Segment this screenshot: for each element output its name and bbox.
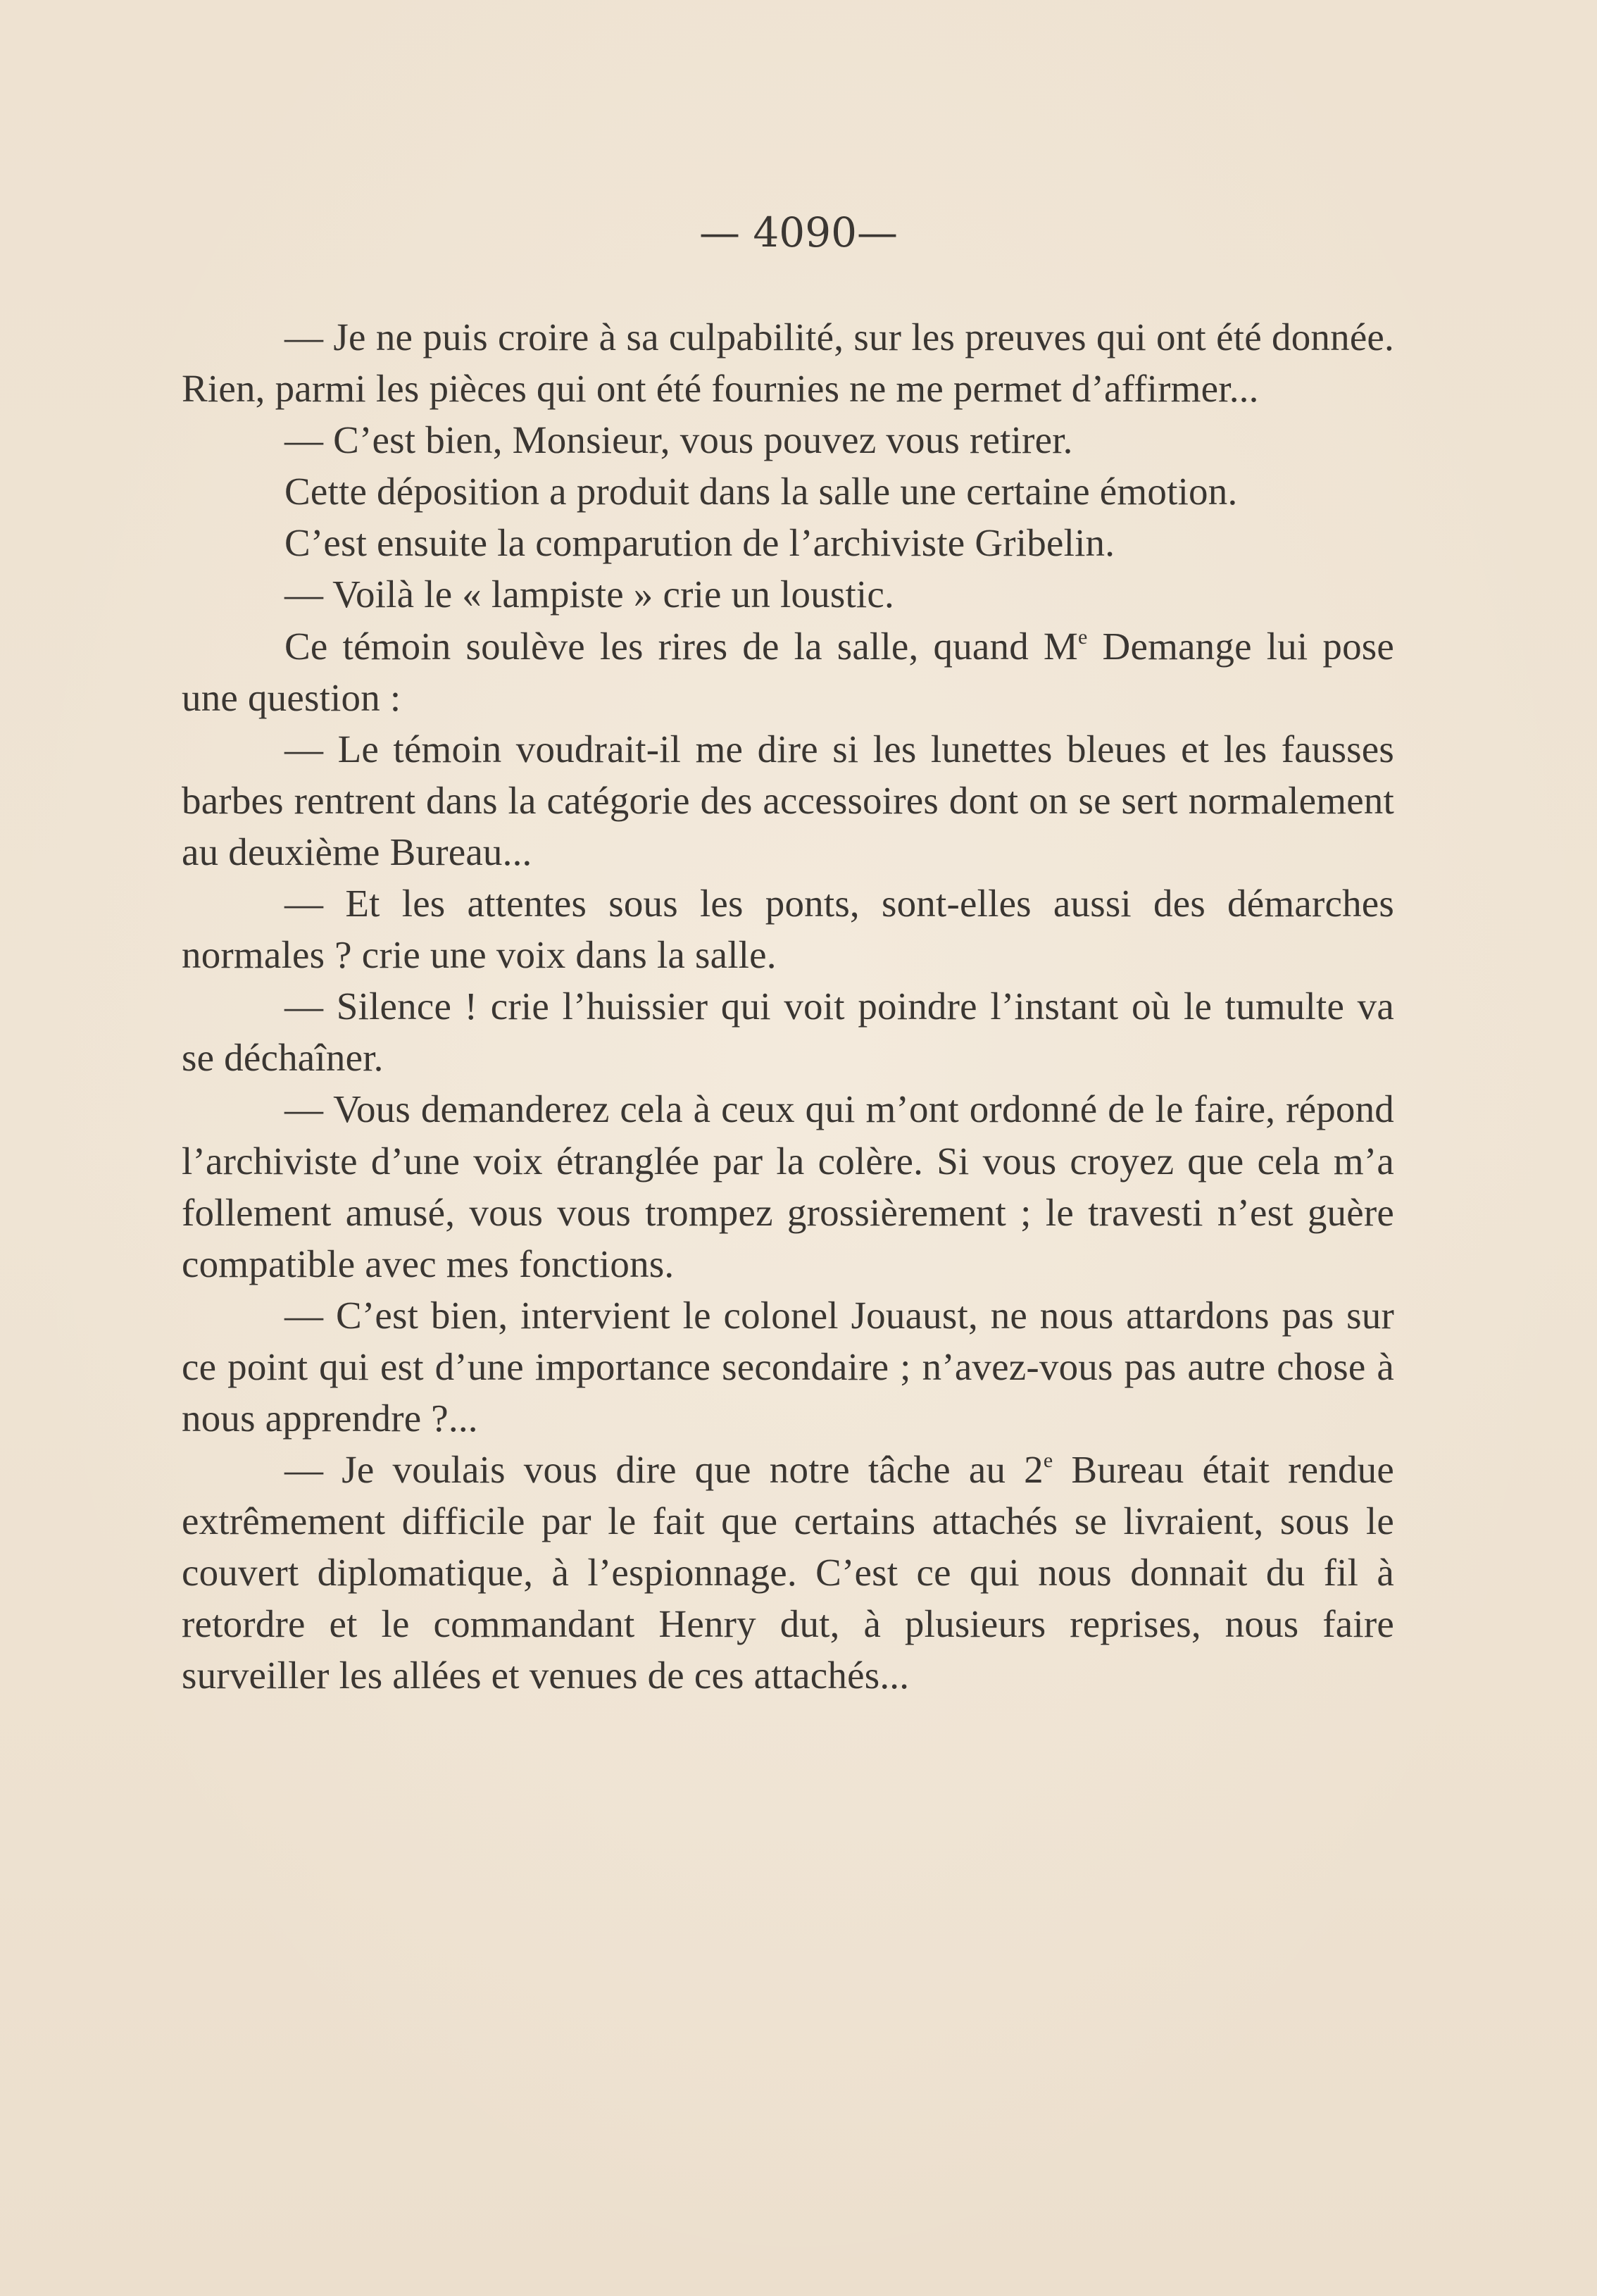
paragraph: — Le témoin voudrait-il me dire si les lunettes bleues et les fausses barbes rentrent dans la catégorie des accessoires dont on se sert normalement au deuxième Bureau... [182,727,1394,873]
paragraph: C’est ensuite la comparution de l’archiviste Gribelin. [284,521,1115,565]
paragraph: — C’est bien, Monsieur, vous pouvez vous retirer. [284,418,1073,462]
paragraph [182,1444,1394,1701]
paragraph: — Vous demanderez cela à ceux qui m’ont ordonné de le faire, répond l’archiviste d’une voix étranglée par la colère. Si vous croyez que cela m’a follement amusé, vous vous trompez grossièrement ; le travesti n’est guère compatible avec mes fonctions. [182,1087,1394,1285]
paragraph: — Silence ! crie l’huissier qui voit poindre l’instant où le tumulte va se déchaîner. [182,985,1394,1080]
paragraph: — Voilà le « lampiste » crie un loustic. [284,573,894,616]
body-text [182,311,1394,1702]
paragraph-text: Demange lui pose une question : [182,624,1394,719]
paragraph: — Et les attentes sous les ponts, sont-elles aussi des démarches normales ? crie une voix dans la salle. [182,882,1394,977]
superscript: e [1078,625,1088,649]
superscript: e [1043,1449,1053,1473]
paragraph-text: Bureau était rendue extrêmement difficile par le fait que certains attachés se livraient, sous le couvert diplomatique, à l’espionnage. C’est ce qui nous donnait du fil à retordre et le commandant Henry dut, à plusieurs reprises, nous faire surveiller les allées et venues de ces attachés... [182,1448,1394,1697]
paragraph [182,620,1394,723]
page-number: — 4090— [699,208,898,256]
paragraph: — C’est bien, intervient le colonel Jouaust, ne nous attardons pas sur ce point qui est d’une importance secondaire ; n’avez-vous pas autre chose à nous apprendre ?... [182,1293,1394,1440]
paragraph-text: — Je voulais vous dire que notre tâche au 2 [284,1448,1044,1492]
paragraph-text: Ce témoin soulève les rires de la salle, quand M [284,624,1079,668]
paragraph: — Je ne puis croire à sa culpabilité, sur les preuves qui ont été donnée. Rien, parmi les pièces qui ont été fournies ne me permet d’affirmer... [182,316,1394,411]
paragraph: Cette déposition a produit dans la salle une certaine émotion. [284,470,1238,513]
